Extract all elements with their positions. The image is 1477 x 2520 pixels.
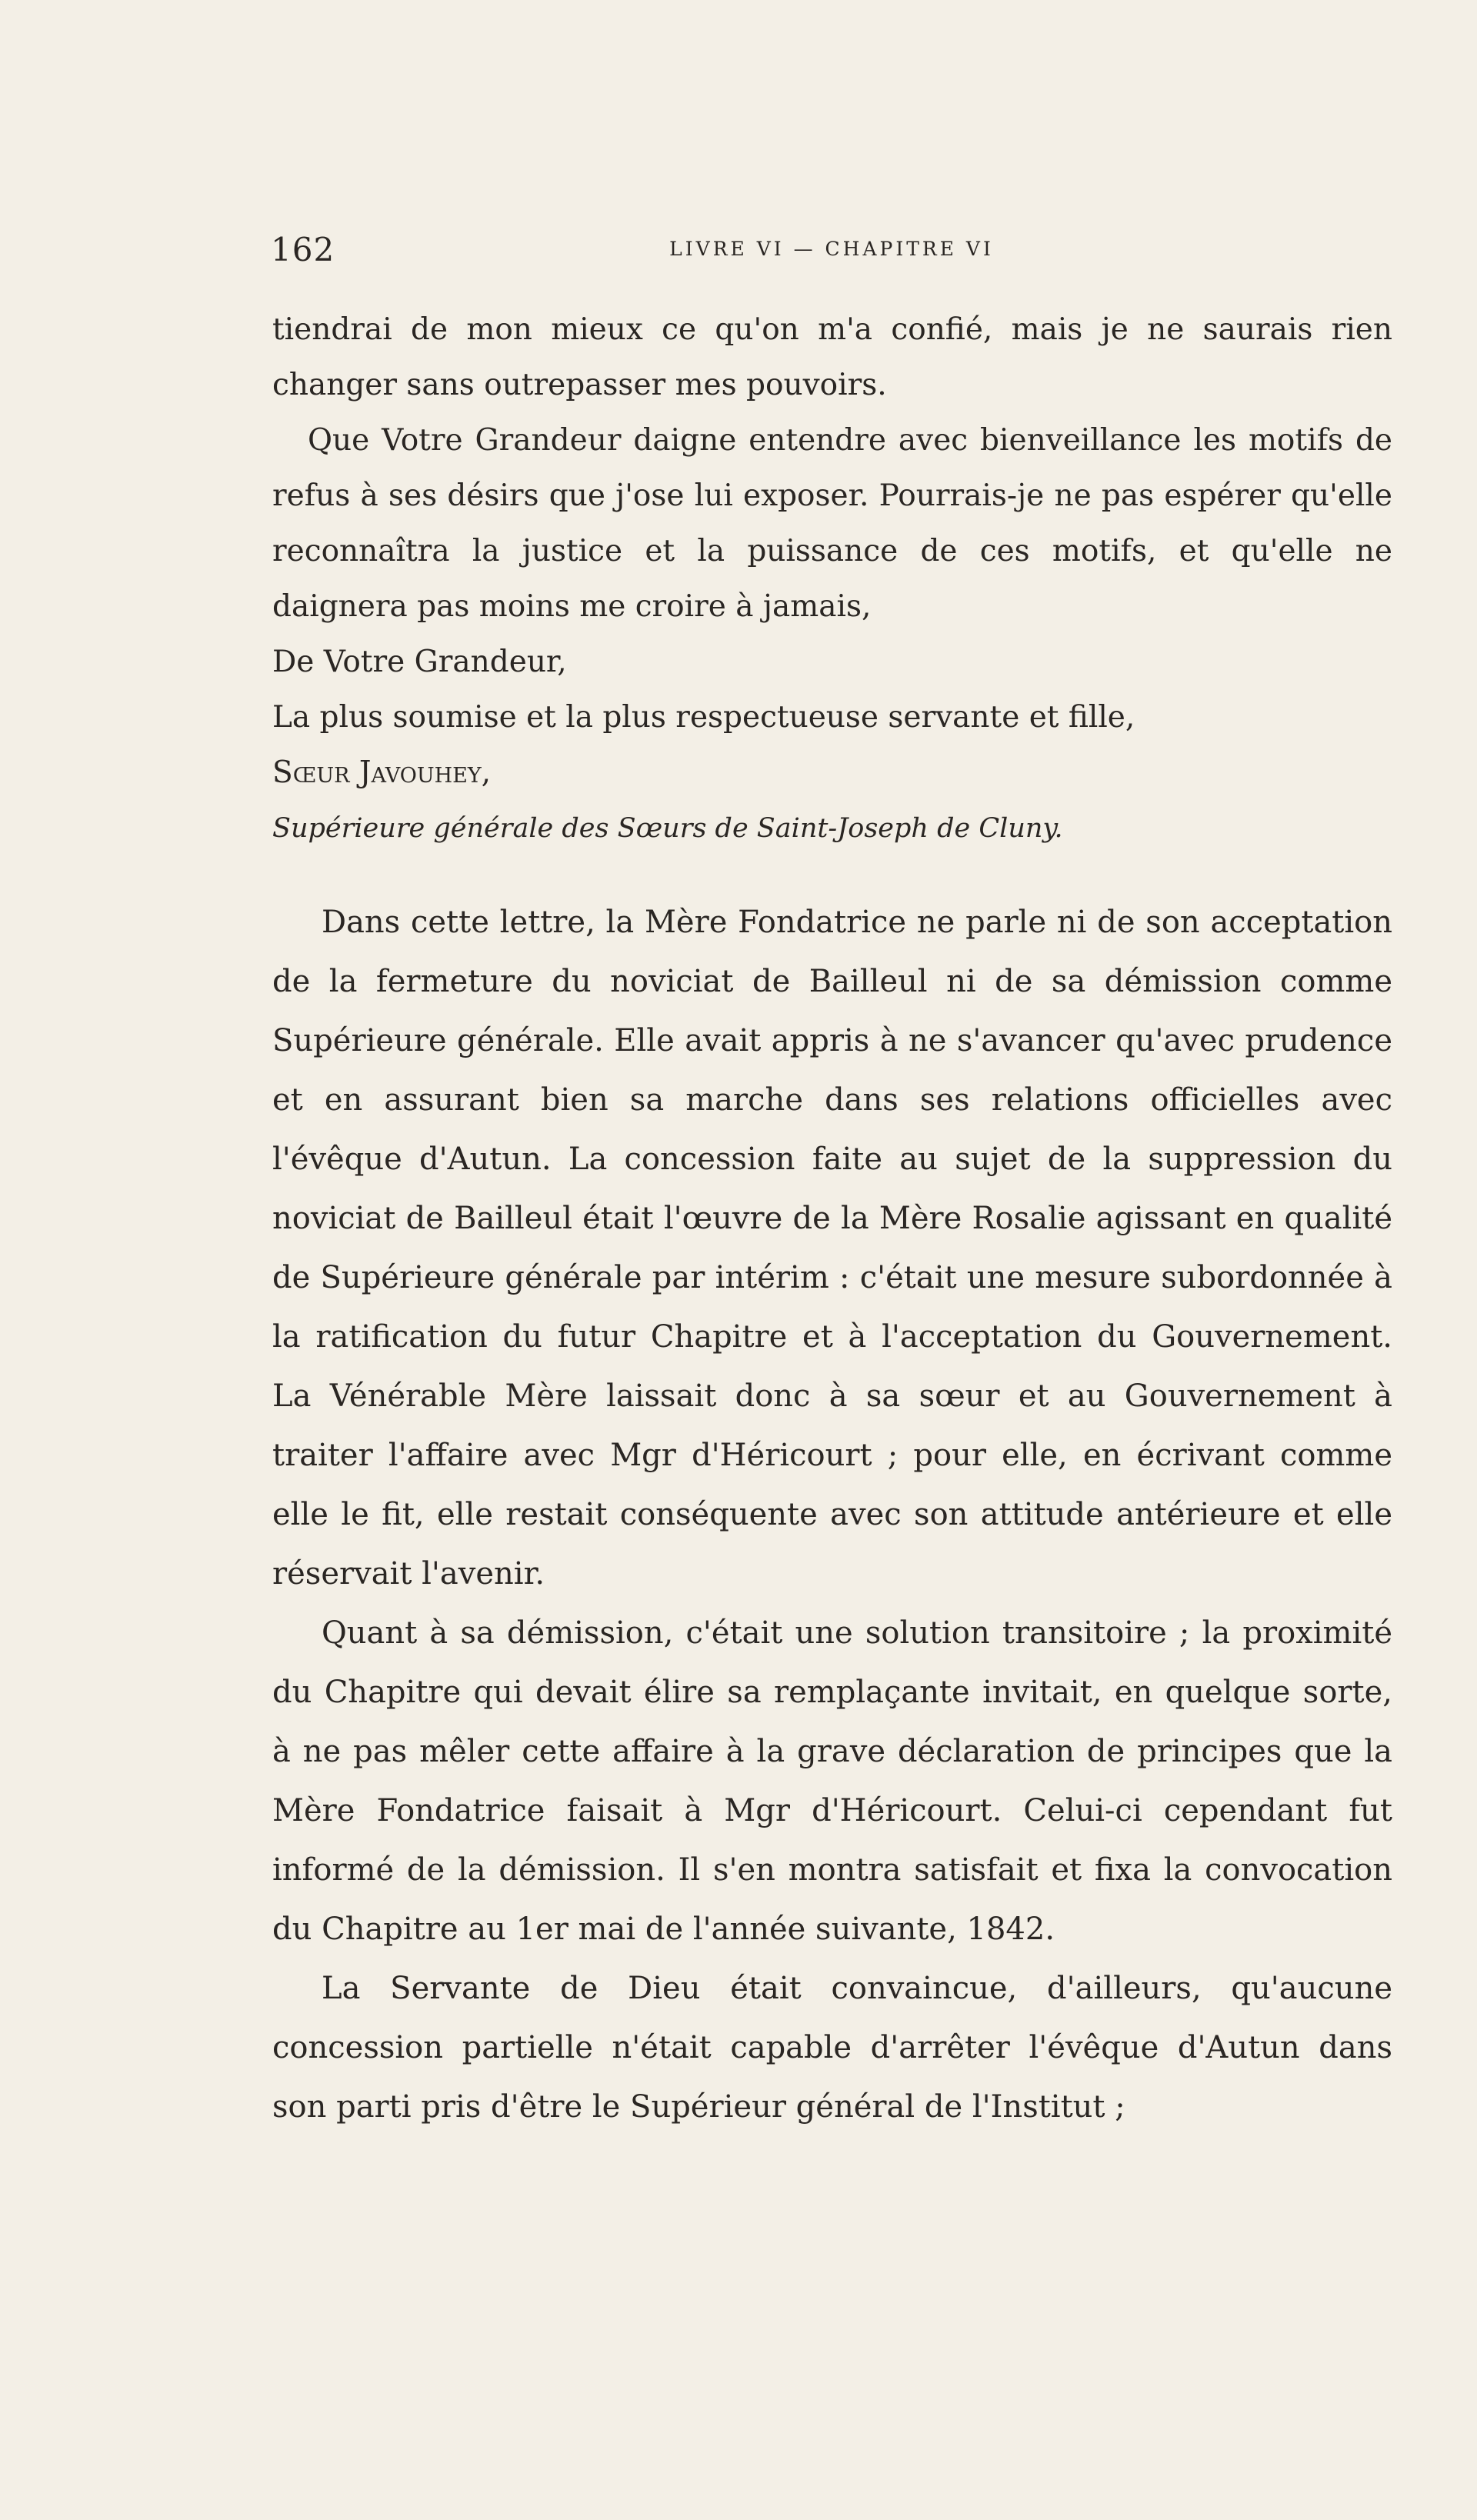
letter-closing: La plus soumise et la plus respectueuse servante et fille,	[272, 700, 1135, 735]
letter-closing: De Votre Grandeur,	[272, 645, 567, 679]
body-paragraph: Dans cette lettre, la Mère Fondatrice ne parle ni de son acceptation de la fermeture du noviciat de Bailleul ni de sa démission comme Supérieure générale. Elle avait appris à ne s'avancer qu'avec prudence et en assurant bien sa marche dans ses relations officielles avec l'évêque d'Autun. La concession faite au sujet de la suppression du noviciat de Bailleul était l'œuvre de la Mère Rosalie agissant en qualité de Supérieure générale par intérim : c'était une mesure subordonnée à la ratification du futur Chapitre et à l'acceptation du Gouvernement. La Vénérable Mère laissait donc à sa sœur et au Gouvernement à traiter l'affaire avec Mgr d'Héricourt ; pour elle, en écrivant comme elle le fit, elle restait conséquente avec son attitude antérieure et elle réservait l'avenir.	[272, 905, 1392, 1592]
running-head: LIVRE VI — CHAPITRE VI	[669, 238, 994, 260]
signature-name: Sœur Javouhey,	[272, 755, 492, 790]
letter-excerpt	[272, 302, 1392, 856]
letter-paragraph: tiendrai de mon mieux ce qu'on m'a confié, mais je ne saurais rien changer sans outrepasser mes pouvoirs.	[272, 312, 1392, 402]
page-text	[272, 302, 1392, 2137]
page-header	[271, 231, 1392, 277]
commentary	[272, 893, 1392, 2137]
body-paragraph: La Servante de Dieu était convaincue, d'ailleurs, qu'aucune concession partielle n'était capable d'arrêter l'évêque d'Autun dans son parti pris d'être le Supérieur général de l'Institut ;	[272, 1971, 1392, 2125]
page-number: 162	[271, 231, 335, 268]
letter-paragraph: Que Votre Grandeur daigne entendre avec bienveillance les motifs de refus à ses désirs que j'ose lui exposer. Pourrais-je ne pas espérer qu'elle reconnaîtra la justice et la puissance de ces motifs, et qu'elle ne daignera pas moins me croire à jamais,	[272, 423, 1392, 624]
body-paragraph: Quant à sa démission, c'était une solution transitoire ; la proximité du Chapitre qui devait élire sa remplaçante invitait, en quelque sorte, à ne pas mêler cette affaire à la grave déclaration de principes que la Mère Fondatrice faisait à Mgr d'Héricourt. Celui-ci cependant fut informé de la démission. Il s'en montra satisfait et fixa la convocation du Chapitre au 1er mai de l'année suivante, 1842.	[272, 1615, 1392, 1947]
signature-title: Supérieure générale des Sœurs de Saint-Joseph de Cluny.	[272, 813, 1063, 844]
